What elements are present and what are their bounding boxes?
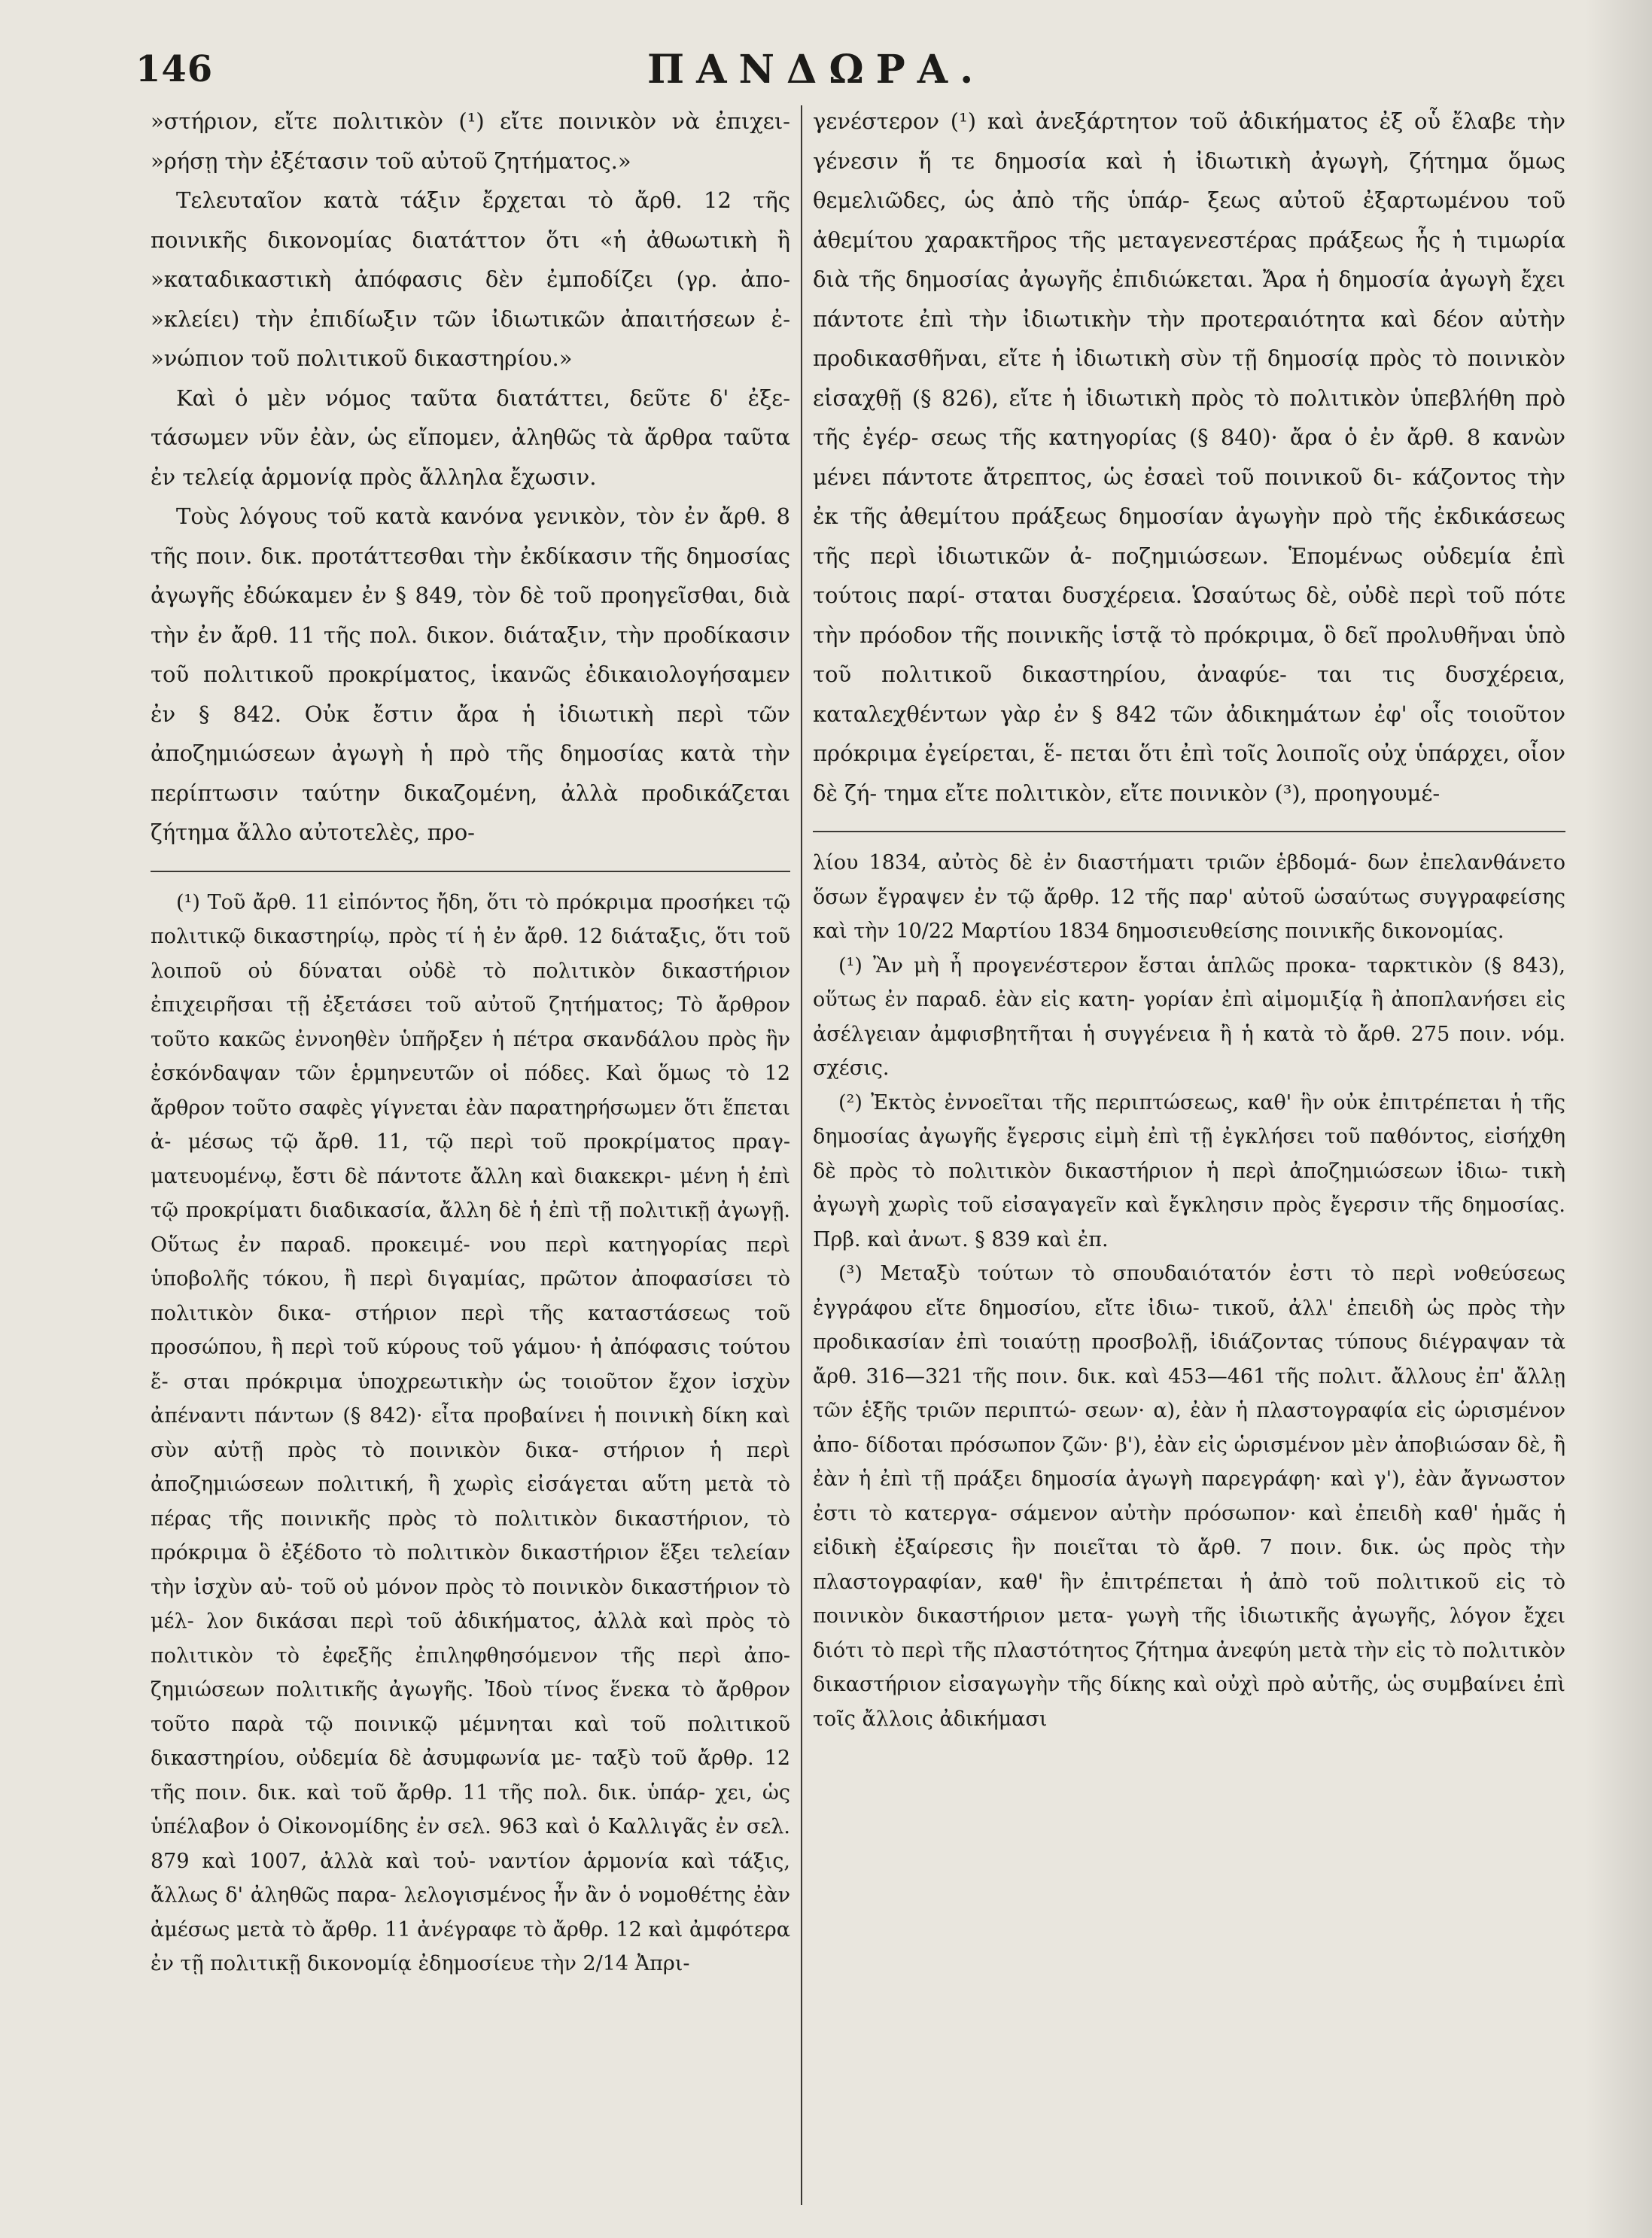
left-footnotes — [151, 886, 790, 1981]
page-edge-shadow — [1584, 0, 1652, 2238]
footnote-rule — [813, 831, 1565, 832]
left-column — [151, 102, 790, 2209]
paragraph: γενέστερον (¹) καὶ ἀνεξάρτητον τοῦ ἀδικήματος ἐξ οὗ ἔλαβε τὴν γένεσιν ἥ τε δημοσία καὶ ἡ ἰδιωτικὴ ἀγωγὴ, ζήτημα ὅμως θεμελιῶδες, ὡς ἀπὸ τῆς ὑπάρ- ξεως αὐτοῦ ἐξαρτωμένου τοῦ ἀθεμίτου χαρακτῆρος τῆς μεταγενεστέρας πράξεως ἧς ἡ τιμωρία διὰ τῆς δημοσίας ἀγωγῆς ἐπιδιώκεται. Ἄρα ἡ δημοσία ἀγωγὴ ἔχει πάντοτε ἐπὶ τὴν ἰδιωτικὴν τὴν προτεραιότητα καὶ δέον αὐτὴν προδικασθῆναι, εἴτε ἡ ἰδιωτικὴ σὺν τῇ δημοσίᾳ πρὸς τὸ ποινικὸν εἰσαχθῇ (§ 826), εἴτε ἡ ἰδιωτικὴ πρὸς τὸ πολιτικὸν ὑπεβλήθη πρὸ τῆς ἐγέρ- σεως τῆς κατηγορίας (§ 840)· ἄρα ὁ ἐν ἄρθ. 8 κανὼν μένει πάντοτε ἄτρεπτος, ὡς ἐσαεὶ τοῦ ποινικοῦ δι- κάζοντος τὴν ἐκ τῆς ἀθεμίτου πράξεως δημοσίαν ἀγωγὴν πρὸ τῆς ἐκδικάσεως τῆς περὶ ἰδιωτικῶν ἀ- ποζημιώσεων. Ἑπομένως οὐδεμία ἐπὶ τούτοις παρί- σταται δυσχέρεια. Ὡσαύτως δὲ, οὐδὲ περὶ τοῦ πότε τὴν πρόοδον τῆς ποινικῆς ἱστᾷ τὸ πρόκριμα, ὃ δεῖ προλυθῆναι ὑπὸ τοῦ πολιτικοῦ δικαστηρίου, ἀναφύε- ται τις δυσχέρεια, καταλεχθέντων γὰρ ἐν § 842 τῶν ἀδικημάτων ἐφ' οἷς τοιοῦτον πρόκριμα ἐγείρεται, ἕ- πεται ὅτι ἐπὶ τοῖς λοιποῖς οὐχ ὑπάρχει, οἷον δὲ ζή- τημα εἴτε πολιτικὸν, εἴτε ποινικὸν (³), προηγουμέ- — [813, 108, 1565, 806]
footnote: (¹) Ἂν μὴ ἦ προγενέστερον ἔσται ἁπλῶς προκα- ταρκτικὸν (§ 843), οὕτως ἐν παραδ. ἐὰν εἰς κατη- γορίαν ἐπὶ αἱμομιξίᾳ ἢ ἀποπλανήσει εἰς ἀσέλγειαν ἀμφισβητῆται ἡ συγγένεια ἢ ἡ κατὰ τὸ ἄρθ. 275 ποιν. νόμ. σχέσις. — [813, 953, 1565, 1080]
paragraph: »στήριον, εἴτε πολιτικὸν (¹) εἴτε ποινικὸν νὰ ἐπιχει- »ρήσῃ τὴν ἐξέτασιν τοῦ αὐτοῦ ζητήματος.» — [151, 108, 790, 174]
right-main-text — [813, 102, 1565, 813]
footnote-rule — [151, 871, 790, 872]
footnote-continuation: λίου 1834, αὐτὸς δὲ ἐν διαστήματι τριῶν ἑβδομά- δων ἐπελανθάνετο ὅσων ἔγραψεν ἐν τῷ ἄρθρ. 12 τῆς παρ' αὐτοῦ ὡσαύτως συγγραφείσης καὶ τὴν 10/22 Μαρτίου 1834 δημοσιευθείσης ποινικῆς δικονομίας. — [813, 851, 1565, 943]
footnote: (³) Μεταξὺ τούτων τὸ σπουδαιότατόν ἐστι τὸ περὶ νοθεύσεως ἐγγράφου εἴτε δημοσίου, εἴτε ἰδιω- τικοῦ, ἀλλ' ἐπειδὴ ὡς πρὸς τὴν προδικασίαν ἐπὶ τοιαύτῃ προσβολῇ, ἰδιάζοντας τύπους διέγραψαν τὰ ἄρθ. 316—321 τῆς ποιν. δικ. καὶ 453—461 τῆς πολιτ. ἄλλους ἐπ' ἄλλῃ τῶν ἑξῆς τριῶν περιπτώ- σεων· α), ἐὰν ἡ πλαστογραφία εἰς ὡρισμένον ἀπο- δίδοται πρόσωπον ζῶν· β'), ἐὰν εἰς ὡρισμένον μὲν ἀποβιώσαν δὲ, ἢ ἐὰν ἡ ἐπὶ τῇ πράξει δημοσία ἀγωγὴ παρεγράφη· καὶ γ'), ἐὰν ἄγνωστον ἐστι τὸ κατεργα- σάμενον αὐτὴν πρόσωπον· καὶ ἐπειδὴ καθ' ἡμᾶς ἡ εἰδικὴ ἐξαίρεσις ἣν ποιεῖται τὸ ἄρθ. 7 ποιν. δικ. ὡς πρὸς τὴν πλαστογραφίαν, καθ' ἣν ἐπιτρέπεται ἡ ἀπὸ τοῦ πολιτικοῦ εἰς τὸ ποινικὸν δικαστήριον μετα- γωγὴ τῆς ἰδιωτικῆς ἀγωγῆς, λόγον ἔχει διότι τὸ περὶ τῆς πλαστότητος ζήτημα ἀνεφύη μετὰ τὴν εἰς τὸ πολιτικὸν δικαστήριον εἰσαγωγὴν τῆς δίκης καὶ οὐχὶ πρὸ αὐτῆς, ὡς συμβαίνει ἐπὶ τοῖς ἄλλοις ἀδικήμασι — [813, 1262, 1565, 1731]
page-number: 146 — [135, 48, 214, 90]
paragraph: Τοὺς λόγους τοῦ κατὰ κανόνα γενικὸν, τὸν ἐν ἄρθ. 8 τῆς ποιν. δικ. προτάττεσθαι τὴν ἐκδίκασιν τῆς δημοσίας ἀγωγῆς ἐδώκαμεν ἐν § 849, τὸν δὲ τοῦ προηγεῖσθαι, διὰ τὴν ἐν ἄρθ. 11 τῆς πολ. δικον. διάταξιν, τὴν προδίκασιν τοῦ πολιτικοῦ προκρίματος, ἱκανῶς ἐδικαιολογήσαμεν ἐν § 842. Οὐκ ἔστιν ἄρα ἡ ἰδιωτικὴ περὶ τῶν ἀποζημιώσεων ἀγωγὴ ἡ πρὸ τῆς δημοσίας κατὰ τὴν περίπτωσιν ταύτην δικαζομένη, ἀλλὰ προδικάζεται ζήτημα ἄλλο αὐτοτελὲς, προ- — [151, 503, 790, 845]
left-main-text — [151, 102, 790, 853]
right-column — [813, 102, 1565, 2209]
paragraph: Τελευταῖον κατὰ τάξιν ἔρχεται τὸ ἄρθ. 12 τῆς ποινικῆς δικονομίας διατάττον ὅτι «ἡ ἀθωωτικὴ ἢ »καταδικαστικὴ ἀπόφασις δὲν ἐμποδίζει (γρ. ἀπο- »κλείει) τὴν ἐπιδίωξιν τῶν ἰδιωτικῶν ἀπαιτήσεων ἐ- »νώπιον τοῦ πολιτικοῦ δικαστηρίου.» — [151, 187, 790, 371]
footnote: (²) Ἐκτὸς ἐννοεῖται τῆς περιπτώσεως, καθ' ἣν οὐκ ἐπιτρέπεται ἡ τῆς δημοσίας ἀγωγῆς ἔγερσις εἰμὴ ἐπὶ τῇ ἐγκλήσει τοῦ παθόντος, εἰσήχθη δὲ πρὸς τὸ πολιτικὸν δικαστήριον ἡ περὶ ἀποζημιώσεων ἰδιω- τικὴ ἀγωγὴ χωρὶς τοῦ εἰσαγαγεῖν καὶ ἔγκλησιν πρὸς ἔγερσιν τῆς δημοσίας. Πρβ. καὶ ἀνωτ. § 839 καὶ ἐπ. — [813, 1090, 1565, 1251]
footnote: (¹) Τοῦ ἄρθ. 11 εἰπόντος ἤδη, ὅτι τὸ πρόκριμα προσήκει τῷ πολιτικῷ δικαστηρίῳ, πρὸς τί ἡ ἐν ἄρθ. 12 διάταξις, ὅτι τοῦ λοιποῦ οὐ δύναται οὐδὲ τὸ πολιτικὸν δικαστήριον ἐπιχειρῆσαι τῇ ἐξετάσει τοῦ αὐτοῦ ζητήματος; Τὸ ἄρθρον τοῦτο κακῶς ἐννοηθὲν ὑπῆρξεν ἡ πέτρα σκανδάλου πρὸς ἣν ἐσκόνδαψαν τῶν ἑρμηνευτῶν οἱ πόδες. Καὶ ὅμως τὸ 12 ἄρθρον τοῦτο σαφὲς γίγνεται ἐὰν παρατηρήσωμεν ὅτι ἕπεται ἀ- μέσως τῷ ἄρθ. 11, τῷ περὶ τοῦ προκρίματος πραγ- ματευομένῳ, ἔστι δὲ πάντοτε ἄλλη καὶ διακεκρι- μένη ἡ ἐπὶ τῷ προκρίματι διαδικασία, ἄλλη δὲ ἡ ἐπὶ τῇ πολιτικῇ ἀγωγῇ. Οὕτως ἐν παραδ. προκειμέ- νου περὶ κατηγορίας περὶ ὑποβολῆς τόκου, ἢ περὶ διγαμίας, πρῶτον ἀποφασίσει τὸ πολιτικὸν δικα- στήριον περὶ τῆς καταστάσεως τοῦ προσώπου, ἢ περὶ τοῦ κύρους τοῦ γάμου· ἡ ἀπόφασις τούτου ἔ- σται πρόκριμα ὑποχρεωτικὴν ὡς τοιοῦτον ἔχον ἰσχὺν ἀπέναντι πάντων (§ 842)· εἶτα προβαίνει ἡ ποινικὴ δίκη καὶ σὺν αὐτῇ πρὸς τὸ ποινικὸν δικα- στήριον ἡ περὶ ἀποζημιώσεων πολιτική, ἢ χωρὶς εἰσάγεται αὕτη μετὰ τὸ πέρας τῆς ποινικῆς πρὸς τὸ πολιτικὸν δικαστήριον, τὸ πρόκριμα ὃ ἐξέδοτο τὸ πολιτικὸν δικαστήριον ἕξει τελείαν τὴν ἰσχὺν αὐ- τοῦ οὐ μόνον πρὸς τὸ ποινικὸν δικαστήριον τὸ μέλ- λον δικάσαι περὶ τοῦ ἀδικήματος, ἀλλὰ καὶ πρὸς τὸ πολιτικὸν τὸ ἐφεξῆς ἐπιληφθησόμενον τῆς περὶ ἀπο- ζημιώσεων πολιτικῆς ἀγωγῆς. Ἰδοὺ τίνος ἕνεκα τὸ ἄρθρον τοῦτο παρὰ τῷ ποινικῷ μέμνηται καὶ τοῦ πολιτικοῦ δικαστηρίου, οὐδεμία δὲ ἀσυμφωνία με- ταξὺ τοῦ ἄρθρ. 12 τῆς ποιν. δικ. καὶ τοῦ ἄρθρ. 11 τῆς πολ. δικ. ὑπάρ- χει, ὡς ὑπέλαβον ὁ Οἰκονομίδης ἐν σελ. 963 καὶ ὁ Καλλιγᾶς ἐν σελ. 879 καὶ 1007, ἀλλὰ καὶ τοὐ- ναντίον ἁρμονία καὶ τάξις, ἄλλως δ' ἀληθῶς παρα- λελογισμένος ἦν ἂν ὁ νομοθέτης ἐὰν ἀμέσως μετὰ τὸ ἄρθρ. 11 ἀνέγραφε τὸ ἄρθρ. 12 καὶ ἀμφότερα ἐν τῇ πολιτικῇ δικονομίᾳ ἐδημοσίευε τὴν 2/14 Ἀπρι- — [151, 890, 790, 1975]
column-divider — [801, 105, 802, 2205]
paragraph: Καὶ ὁ μὲν νόμος ταῦτα διατάττει, δεῦτε δ' ἐξε- τάσωμεν νῦν ἐὰν, ὡς εἴπομεν, ἀληθῶς τὰ ἄρθρα ταῦτα ἐν τελείᾳ ἁρμονίᾳ πρὸς ἄλληλα ἔχωσιν. — [151, 385, 790, 490]
running-head: ΠΑΝΔΩΡΑ. — [647, 47, 986, 93]
right-footnotes — [813, 846, 1565, 1736]
